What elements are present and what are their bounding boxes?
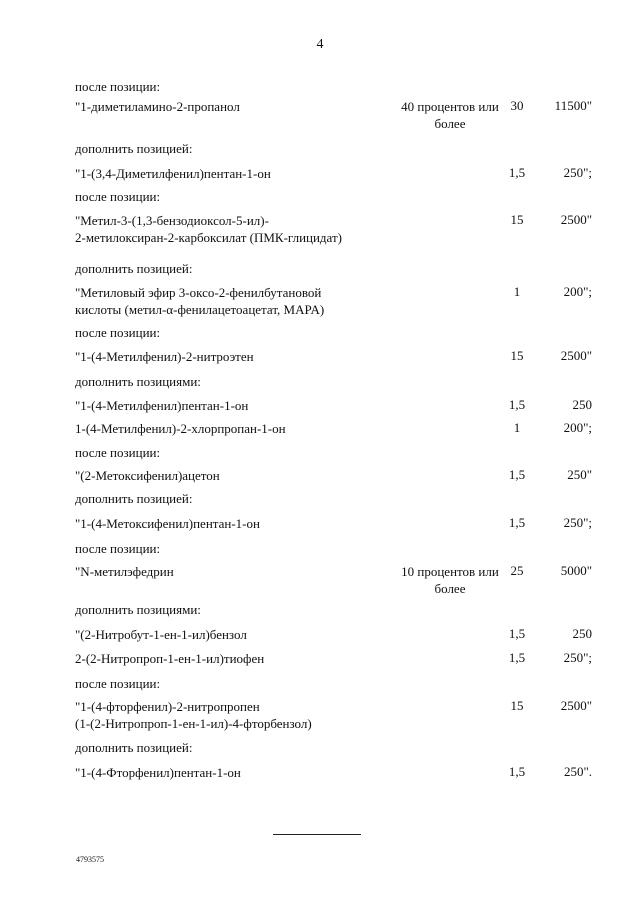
substance-name-line: "1-(3,4-Диметилфенил)пентан-1-он	[75, 166, 271, 181]
quantity-value-2: 2500"	[560, 348, 592, 363]
amendment-instruction: после позиции:	[75, 445, 161, 460]
quantity-value-2: 250";	[563, 515, 592, 530]
amendment-instruction: дополнить позицией:	[75, 141, 193, 156]
substance-name-line: 1-(4-Метилфенил)-2-хлорпропан-1-он	[75, 421, 286, 436]
amendment-instruction: после позиции:	[75, 325, 161, 340]
quantity-value-2: 2500"	[560, 212, 592, 227]
quantity-value-2: 250"	[567, 467, 592, 482]
quantity-value-1: 1,5	[508, 650, 526, 665]
substance-name	[75, 627, 247, 644]
substance-name	[75, 699, 312, 733]
quantity-value-1: 1,5	[508, 626, 526, 641]
quantity-value-1: 15	[510, 348, 524, 363]
substance-name-line: кислоты (метил-α-фенилацетоацетат, MAPA)	[75, 301, 325, 317]
quantity-value-1: 1,5	[508, 467, 526, 482]
substance-name	[75, 398, 248, 415]
substance-name	[75, 99, 240, 116]
substance-name	[75, 765, 241, 782]
concentration-value: 10 процентов или более	[401, 564, 499, 596]
substance-name	[75, 285, 324, 319]
quantity-value-2: 5000"	[560, 563, 592, 578]
amendment-instruction: после позиции:	[75, 189, 161, 204]
amendment-instruction: дополнить позицией:	[75, 261, 193, 276]
substance-name	[75, 421, 286, 438]
quantity-value-1: 1,5	[508, 515, 526, 530]
concentration-value: 40 процентов или более	[401, 99, 499, 131]
quantity-value-2: 200";	[563, 420, 592, 435]
substance-name-line: "N-метилэфедрин	[75, 564, 174, 579]
substance-name	[75, 468, 220, 485]
quantity-value-1: 1,5	[508, 165, 526, 180]
substance-name-line: "1-(4-Метилфенил)-2-нитроэтен	[75, 349, 254, 364]
substance-name-line: "Метил-3-(1,3-бензодиоксол-5-ил)-	[75, 213, 269, 228]
substance-name	[75, 166, 271, 183]
substance-name-line: 2-(2-Нитропроп-1-ен-1-ил)тиофен	[75, 651, 265, 666]
substance-name	[75, 564, 174, 581]
amendment-instruction: после позиции:	[75, 541, 161, 556]
substance-name-line: "1-(4-Метилфенил)пентан-1-он	[75, 398, 249, 413]
substance-name-line: "(2-Нитробут-1-ен-1-ил)бензол	[75, 627, 247, 642]
quantity-value-1: 25	[510, 563, 524, 578]
quantity-value-2: 250";	[563, 650, 592, 665]
quantity-value-1: 1,5	[508, 764, 526, 779]
footer-divider	[273, 834, 361, 835]
substance-name-line: 2-метилоксиран-2-карбоксилат (ПМК-глицидат)	[75, 229, 342, 245]
amendment-instruction: дополнить позицией:	[75, 491, 193, 506]
quantity-value-2: 200";	[563, 284, 592, 299]
substance-name-line: "(2-Метоксифенил)ацетон	[75, 468, 220, 483]
quantity-value-1: 1,5	[508, 397, 526, 412]
substance-name	[75, 516, 260, 533]
amendment-instruction: после позиции:	[75, 79, 161, 94]
quantity-value-1: 15	[510, 212, 524, 227]
substance-name	[75, 349, 254, 366]
quantity-value-1: 30	[510, 98, 524, 113]
quantity-value-2: 2500"	[560, 698, 592, 713]
quantity-value-2: 250	[572, 397, 592, 412]
page-number: 4	[316, 37, 324, 52]
substance-name-line: "1-(4-Метоксифенил)пентан-1-он	[75, 516, 260, 531]
document-code: 4793575	[76, 855, 104, 864]
quantity-value-2: 250".	[563, 764, 592, 779]
quantity-value-1: 15	[510, 698, 524, 713]
amendment-instruction: после позиции:	[75, 676, 161, 691]
quantity-value-2: 250	[572, 626, 592, 641]
substance-name-line: "1-(4-фторфенил)-2-нитропропен	[75, 699, 260, 714]
substance-name-line: "1-(4-Фторфенил)пентан-1-он	[75, 765, 241, 780]
substance-name-line: (1-(2-Нитропроп-1-ен-1-ил)-4-фторбензол)	[75, 715, 312, 731]
substance-name	[75, 213, 342, 247]
quantity-value-1: 1	[513, 284, 521, 299]
substance-name-line: "Метиловый эфир 3-оксо-2-фенилбутановой	[75, 285, 322, 300]
quantity-value-2: 11500"	[554, 98, 592, 113]
quantity-value-1: 1	[513, 420, 521, 435]
amendment-instruction: дополнить позицией:	[75, 740, 193, 755]
substance-name-line: "1-диметиламино-2-пропанол	[75, 99, 240, 114]
amendment-instruction: дополнить позициями:	[75, 374, 201, 389]
substance-name	[75, 651, 264, 668]
quantity-value-2: 250";	[563, 165, 592, 180]
amendment-instruction: дополнить позициями:	[75, 602, 201, 617]
